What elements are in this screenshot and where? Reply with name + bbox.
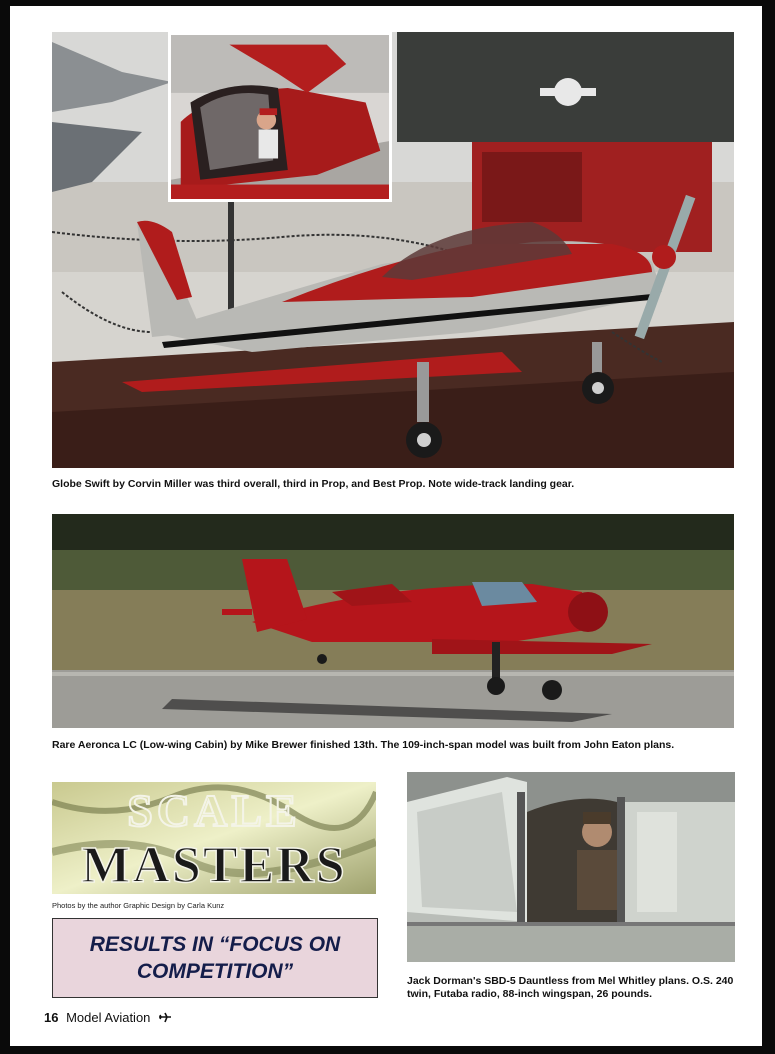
scale-masters-logo [52, 782, 376, 894]
dauntless-photo [407, 772, 735, 962]
photo-credits: Photos by the author Graphic Design by Carla Kunz [52, 901, 225, 910]
globe-swift-photo [52, 32, 734, 468]
headline-box [52, 918, 378, 998]
dauntless-caption: Jack Dorman's SBD-5 Dauntless from Mel Whitley plans. O.S. 240 twin, Futaba radio, 88-inch wingspan, 26 pounds. [407, 975, 734, 1000]
aeronca-photo [52, 514, 734, 728]
airplane-icon [158, 1012, 172, 1023]
logo-masters-text: MASTERS [81, 837, 347, 894]
globe-swift-caption: Globe Swift by Corvin Miller was third overall, third in Prop, and Best Prop. Note wide-track landing gear. [52, 478, 575, 490]
cockpit-inset-photo [168, 32, 392, 202]
page-number: 16 [44, 1010, 59, 1025]
aeronca-caption: Rare Aeronca LC (Low-wing Cabin) by Mike Brewer finished 13th. The 109-inch-span model was built from John Eaton plans. [52, 739, 675, 751]
magazine-name: Model Aviation [66, 1010, 151, 1025]
page-footer [44, 1010, 172, 1025]
headline-text: RESULTS IN “FOCUS ON COMPETITION” [89, 933, 341, 983]
logo-scale-text: SCALE [127, 785, 301, 836]
magazine-page [10, 6, 762, 1046]
